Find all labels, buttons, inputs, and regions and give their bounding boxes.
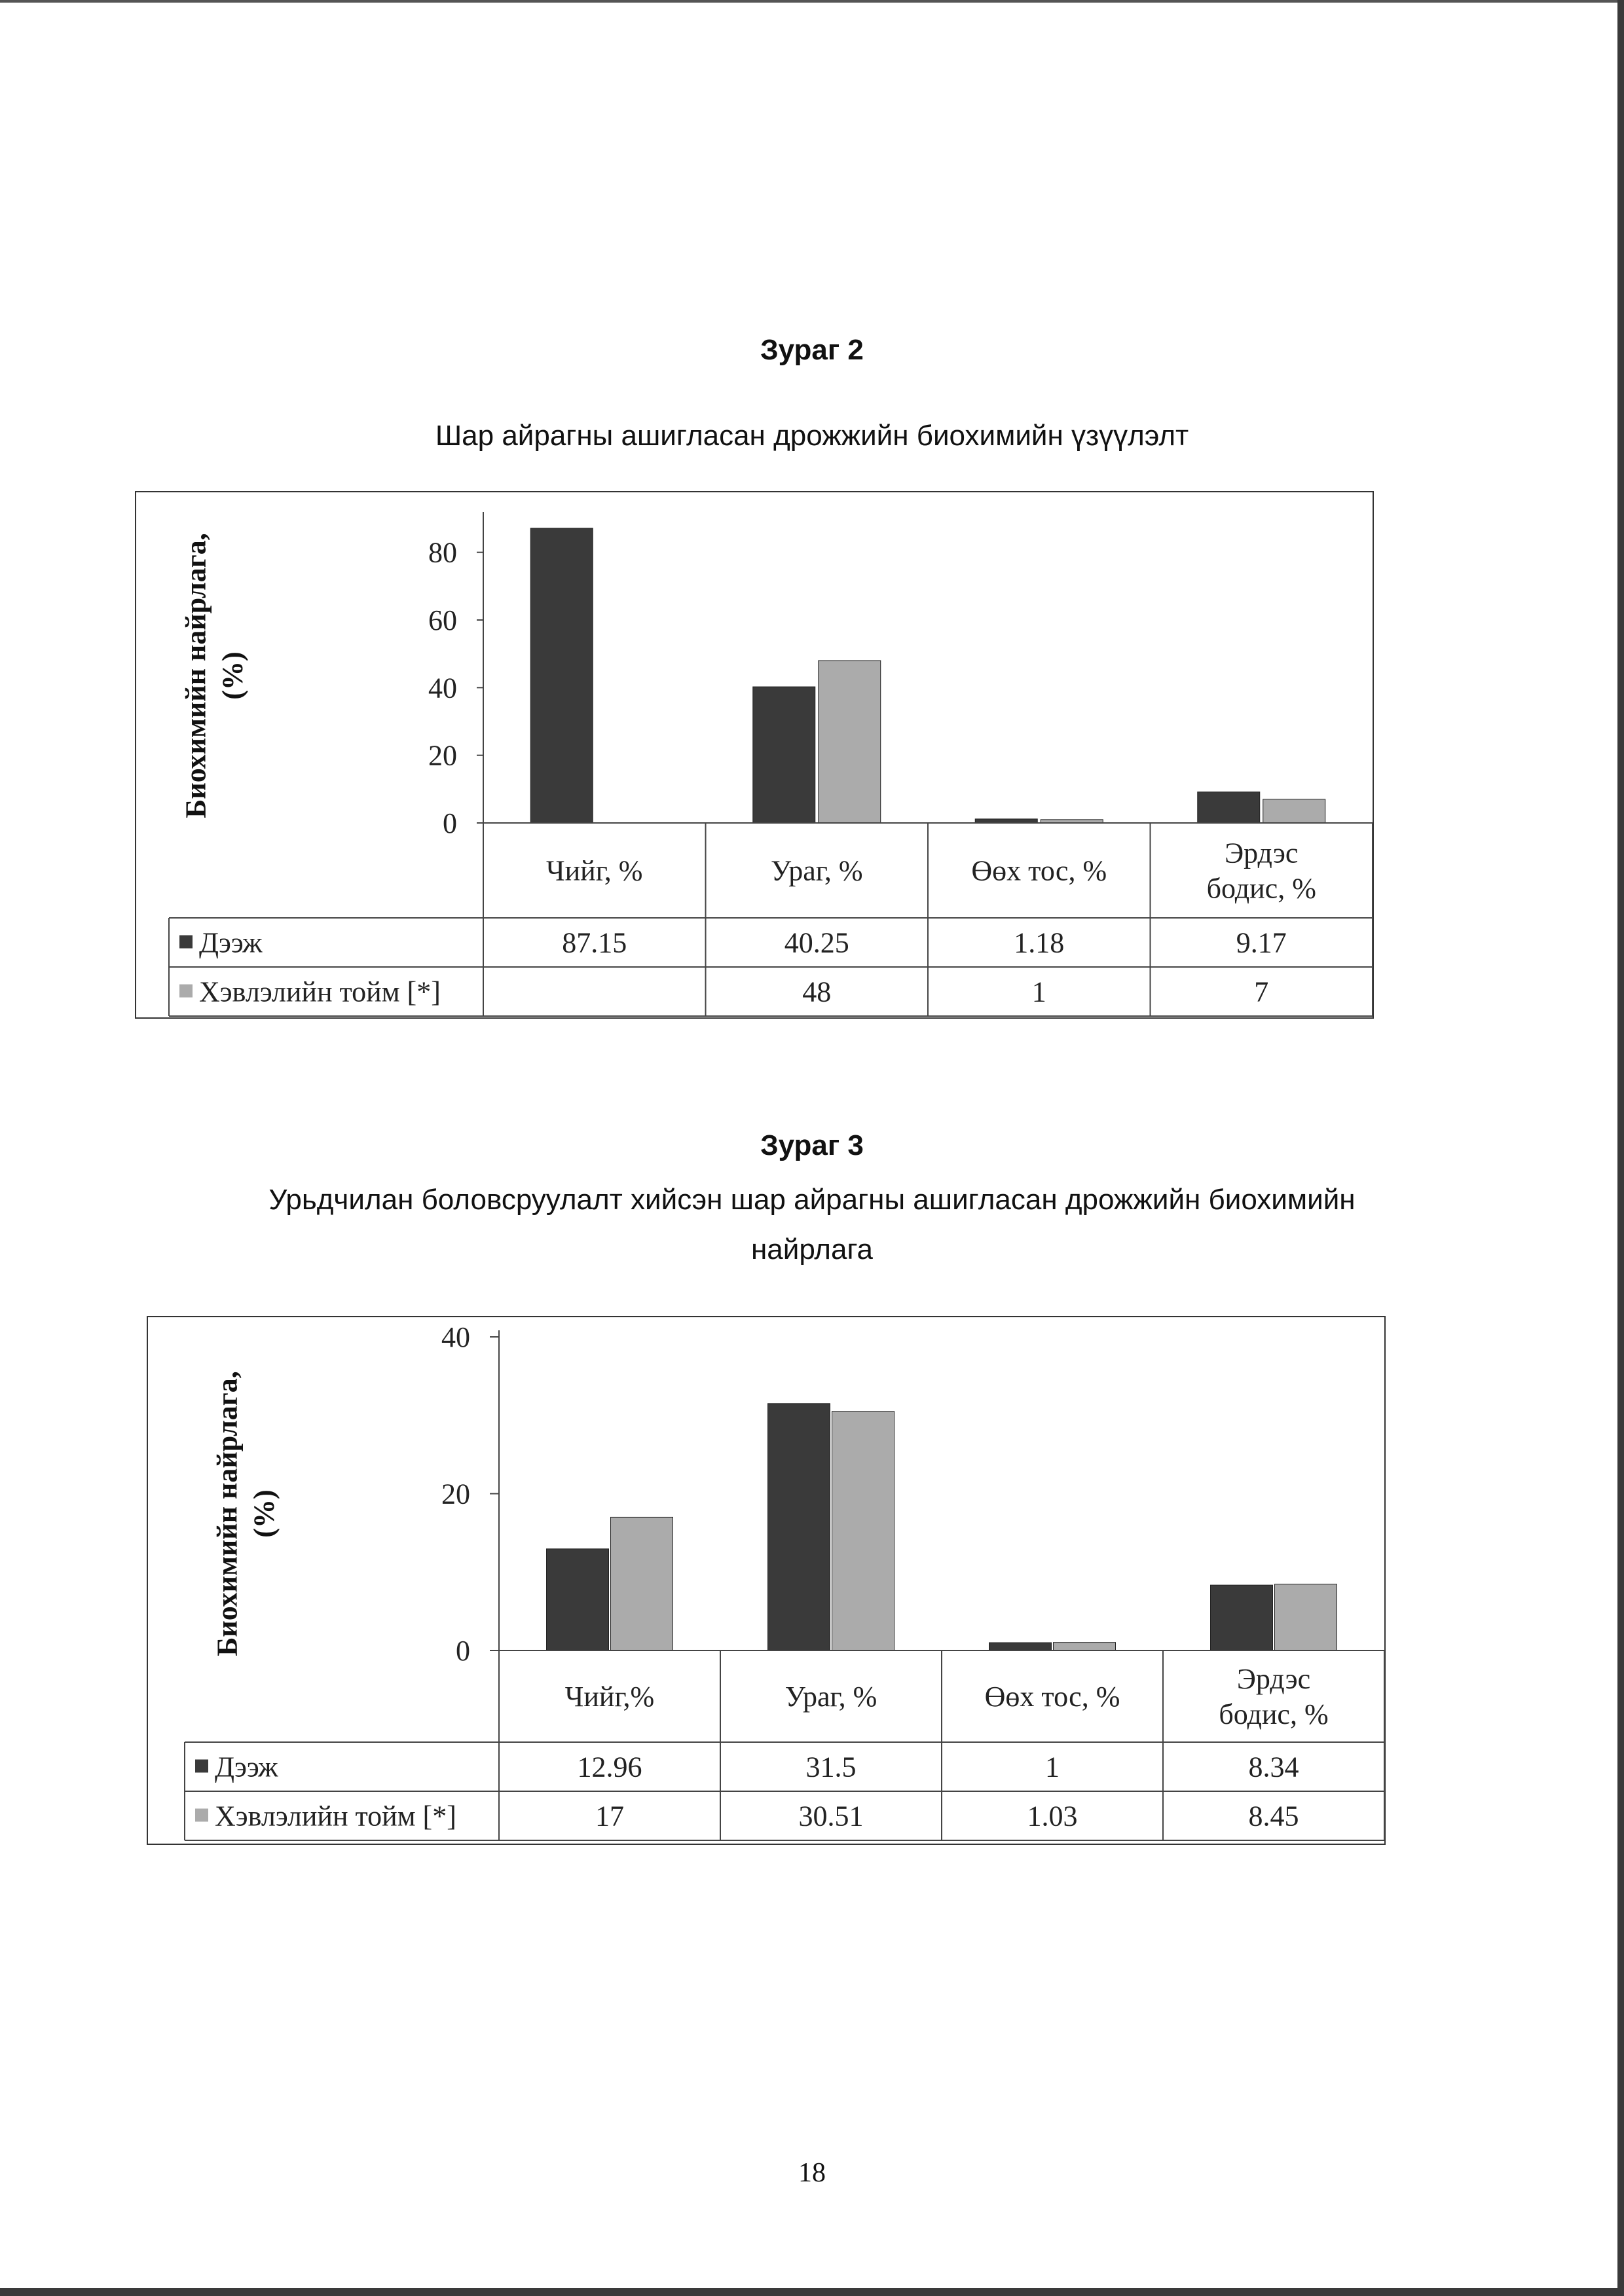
data-label: 1.03 xyxy=(1027,1800,1078,1832)
data-label: 8.34 xyxy=(1248,1751,1299,1783)
legend-swatch xyxy=(195,1809,208,1822)
y-tick-label: 0 xyxy=(443,807,457,839)
category-label: бодис, % xyxy=(1219,1698,1329,1730)
category-label: Ураг, % xyxy=(784,1681,877,1713)
category-label: Чийг,% xyxy=(564,1681,655,1713)
data-label: 31.5 xyxy=(805,1751,857,1783)
y-tick-label: 20 xyxy=(441,1478,470,1510)
legend-label: Дээж xyxy=(215,1751,278,1783)
page-number: 18 xyxy=(798,2158,826,2188)
scan-edge-bottom xyxy=(0,2288,1624,2296)
y-axis-label-line: (%) xyxy=(217,651,249,700)
category-label: Өөх тос, % xyxy=(971,854,1107,887)
bar xyxy=(1211,1585,1273,1650)
y-tick-label: 20 xyxy=(428,739,457,772)
data-label: 1.18 xyxy=(1014,926,1065,959)
bar xyxy=(989,1643,1052,1650)
y-axis-label-line: Биохимийн найрлага, xyxy=(212,1371,244,1656)
y-tick-label: 40 xyxy=(441,1321,470,1353)
bar xyxy=(768,1404,830,1650)
figure-2-chart-svg xyxy=(136,492,1373,1017)
bar xyxy=(547,1549,609,1650)
y-tick-label: 80 xyxy=(428,536,457,569)
data-label: 1 xyxy=(1031,975,1046,1008)
data-label: 12.96 xyxy=(577,1751,642,1783)
legend-label: Дээж xyxy=(199,926,263,959)
figure-2-subtitle: Шар айрагны ашигласан дрожжийн биохимийн үзүүлэлт xyxy=(435,420,1189,452)
legend-swatch xyxy=(195,1760,208,1773)
legend-swatch xyxy=(179,985,193,998)
bar xyxy=(1275,1584,1337,1650)
legend-label: Хэвлэлийн тойм [*] xyxy=(199,975,441,1008)
legend-swatch xyxy=(179,936,193,949)
figure-3-heading: Зураг 3 xyxy=(760,1129,864,1161)
y-axis-label-line: Биохимийн найрлага, xyxy=(180,533,212,818)
data-label: 40.25 xyxy=(784,926,849,959)
y-tick-label: 0 xyxy=(456,1635,470,1667)
category-label: Эрдэс xyxy=(1225,837,1299,869)
legend-label: Хэвлэлийн тойм [*] xyxy=(215,1800,456,1832)
data-label: 30.51 xyxy=(798,1800,864,1832)
data-label: 7 xyxy=(1254,975,1269,1008)
figure-3-subtitle-line: Урьдчилан боловсруулалт хийсэн шар айрагны ашигласан дрожжийн биохимийн xyxy=(268,1184,1356,1216)
figure-3-chart xyxy=(147,1316,1386,1845)
scan-edge-top xyxy=(0,0,1624,3)
y-tick-label: 40 xyxy=(428,672,457,704)
data-label: 9.17 xyxy=(1236,926,1287,959)
bar xyxy=(611,1517,673,1650)
bar xyxy=(753,687,815,823)
bar xyxy=(530,528,593,823)
data-label: 48 xyxy=(802,975,832,1008)
category-label: бодис, % xyxy=(1206,872,1316,905)
data-label: 17 xyxy=(595,1800,624,1832)
category-label: Чийг, % xyxy=(546,854,643,887)
figure-2-heading: Зураг 2 xyxy=(760,334,864,366)
category-label: Ураг, % xyxy=(770,854,863,887)
category-label: Эрдэс xyxy=(1236,1663,1311,1695)
bar xyxy=(819,661,881,823)
category-label: Өөх тос, % xyxy=(984,1681,1120,1713)
data-label: 8.45 xyxy=(1248,1800,1299,1832)
y-axis-label-line: (%) xyxy=(248,1489,280,1538)
data-label: 87.15 xyxy=(562,926,627,959)
bar xyxy=(1198,792,1260,823)
bar xyxy=(1054,1643,1116,1650)
figure-3-subtitle xyxy=(105,1175,1519,1275)
figure-2-chart xyxy=(135,491,1374,1019)
bar xyxy=(1263,799,1325,823)
bar xyxy=(832,1412,895,1650)
data-label: 1 xyxy=(1045,1751,1060,1783)
figure-3-chart-svg xyxy=(148,1317,1384,1844)
y-tick-label: 60 xyxy=(428,604,457,636)
figure-3-subtitle-line: найрлага xyxy=(750,1233,873,1266)
